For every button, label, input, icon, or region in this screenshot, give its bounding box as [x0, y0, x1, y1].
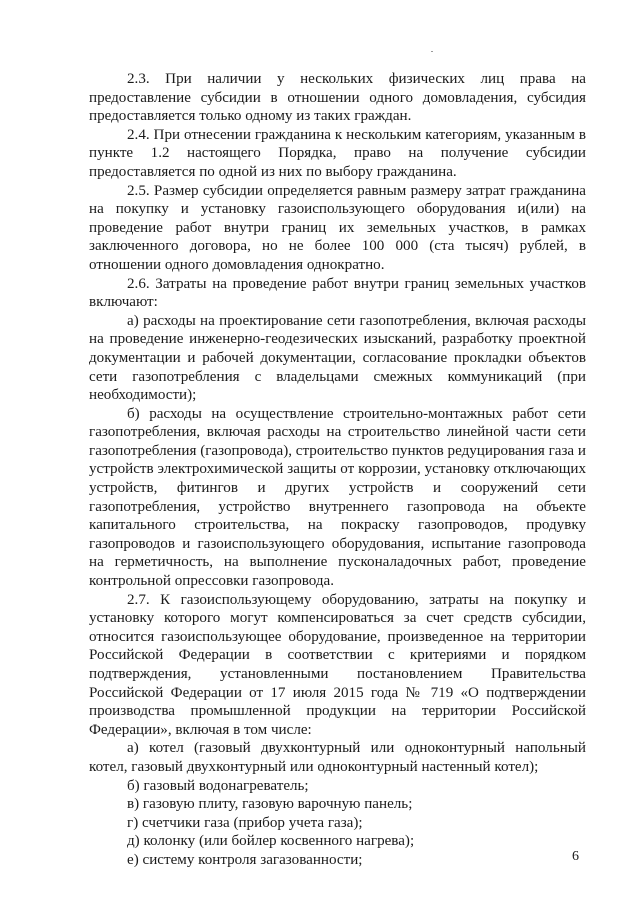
paragraph-2-5: 2.5. Размер субсидии определяется равным размеру затрат гражданина на покупку и установку газоиспользующего оборудования и(или) на проведение работ внутри границ их земельных участков, в рамках заключенного договора, но не более 100 000 (ста тысяч) рублей, в отношении одного домовладения однократно. — [89, 182, 586, 273]
list-item-d-column: д) колонку (или бойлер косвенного нагрева); — [127, 833, 415, 850]
paragraph-2-6: 2.6. Затраты на проведение работ внутри границ земельных участков включают: — [89, 275, 586, 311]
list-item-a-boiler: а) котел (газовый двухконтурный или одноконтурный напольный котел, газовый двухконтурный или одноконтурный настенный котел); — [89, 740, 586, 775]
paragraph-2-7: 2.7. К газоиспользующему оборудованию, затраты на покупку и установку которого могут компенсироваться за счет средств субсидии, относится газоиспользующее оборудование, произведенное на территории Российской Федерации в соответствии с критериями и порядком подтверждения, установленными постановлением Правительства Российской Федерации от 17 июля 2015 года № 719 «О подтверждении производства промышленной продукции на территории Российской Федерации», включая в том числе: — [89, 591, 586, 738]
list-item-b-water-heater: б) газовый водонагреватель; — [127, 777, 309, 794]
document-body — [89, 70, 586, 870]
paragraph-2-4: 2.4. При отнесении гражданина к нескольким категориям, указанным в пункте 1.2 настоящего Порядка, право на получение субсидии предоставляется по одной из них по выбору гражданина. — [89, 126, 586, 180]
list-item-a-design: а) расходы на проектирование сети газопотребления, включая расходы на проведение инженерно-геодезических изысканий, разработку проектной документации и рабочей документации, согласование прокладки объектов сети газопотребления с владельцами смежных коммуникаций (при необходимости); — [89, 312, 586, 404]
list-item-e-gas-control: е) систему контроля загазованности; — [127, 851, 363, 868]
list-item-v-stove: в) газовую плиту, газовую варочную панель; — [127, 796, 413, 813]
list-item-g-gas-meter: г) счетчики газа (прибор учета газа); — [127, 814, 363, 831]
paragraph-2-3: 2.3. При наличии у нескольких физических лиц права на предоставление субсидии в отношении одного домовладения, субсидия предоставляется только одному из таких граждан. — [89, 71, 586, 125]
list-item-b-construction: б) расходы на осуществление строительно-монтажных работ сети газопотребления, включая расходы на строительство линейной части сети газопотребления (газопровода), строительство пунктов редуцирования газа и устройств электрохимической защиты от коррозии, установку отключающих устройств, фитингов и других устройств и сооружений сети газопотребления, устройство внутреннего газопровода на объекте капитального строительства, на покраску газопроводов, продувку газопроводов и газоиспользующего оборудования, испытание газопровода на герметичность, на выполнение пусконаладочных работ, проведение контрольной опрессовки газопровода. — [89, 405, 586, 590]
scan-speck — [431, 51, 433, 52]
page-number: 6 — [572, 849, 579, 864]
